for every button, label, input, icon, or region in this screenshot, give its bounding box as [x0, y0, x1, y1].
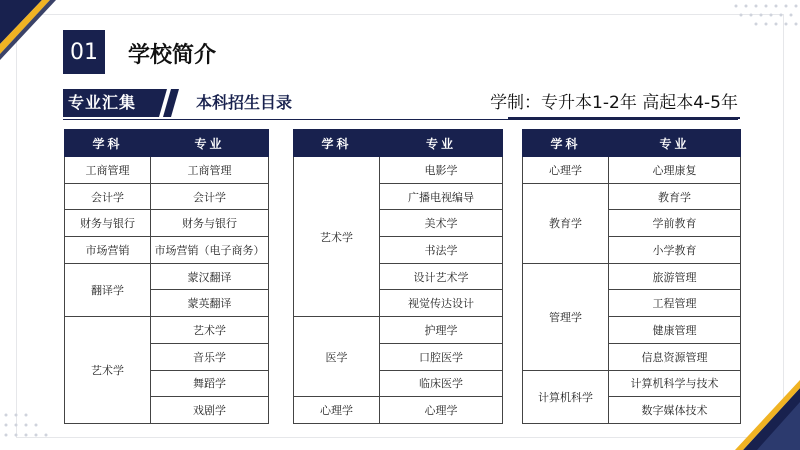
table-row	[523, 183, 741, 210]
table-row	[65, 210, 269, 237]
major-cell: 戏剧学	[151, 397, 269, 424]
major-cell: 会计学	[151, 183, 269, 210]
discipline-cell: 管理学	[523, 263, 609, 370]
table-row	[65, 263, 269, 290]
major-cell: 工商管理	[151, 157, 269, 184]
major-cell: 小学教育	[609, 237, 741, 264]
table-row	[523, 370, 741, 397]
major-cell: 书法学	[380, 237, 503, 264]
table-row	[294, 157, 503, 184]
discipline-cell: 市场营销	[65, 237, 151, 264]
major-cell: 广播电视编导	[380, 183, 503, 210]
major-cell: 蒙英翻译	[151, 290, 269, 317]
program-table-2	[293, 129, 503, 424]
table-row	[65, 183, 269, 210]
header-major: 专业	[380, 130, 503, 157]
header-divider	[63, 119, 738, 120]
table-row	[523, 157, 741, 184]
discipline-cell: 计算机科学	[523, 370, 609, 423]
discipline-cell: 财务与银行	[65, 210, 151, 237]
discipline-cell: 会计学	[65, 183, 151, 210]
major-cell: 视觉传达设计	[380, 290, 503, 317]
bottom-left-dots-decoration	[0, 405, 60, 450]
major-cell: 信息资源管理	[609, 343, 741, 370]
page-title: 学校简介	[128, 43, 217, 68]
header-major: 专业	[609, 130, 741, 157]
major-cell: 护理学	[380, 317, 503, 344]
header-major: 专业	[151, 130, 269, 157]
major-cell: 财务与银行	[151, 210, 269, 237]
program-table-1	[64, 129, 269, 424]
table-row	[65, 157, 269, 184]
duration-underline	[508, 117, 740, 119]
major-cell: 临床医学	[380, 370, 503, 397]
header-discipline: 学科	[523, 130, 609, 157]
program-table-3	[522, 129, 741, 424]
major-cell: 蒙汉翻译	[151, 263, 269, 290]
major-cell: 美术学	[380, 210, 503, 237]
table-row	[65, 237, 269, 264]
catalog-subtitle: 本科招生目录	[196, 93, 293, 112]
table-row	[294, 397, 503, 424]
major-cell: 心理康复	[609, 157, 741, 184]
discipline-cell: 艺术学	[294, 157, 380, 317]
major-cell: 舞蹈学	[151, 370, 269, 397]
major-cell: 心理学	[380, 397, 503, 424]
header-discipline: 学科	[65, 130, 151, 157]
major-cell: 市场营销（电子商务）	[151, 237, 269, 264]
discipline-cell: 工商管理	[65, 157, 151, 184]
major-cell: 旅游管理	[609, 263, 741, 290]
top-right-dots-decoration	[728, 0, 800, 40]
discipline-cell: 艺术学	[65, 317, 151, 424]
major-cell: 口腔医学	[380, 343, 503, 370]
major-cell: 设计艺术学	[380, 263, 503, 290]
study-duration: 学制：专升本1-2年 高起本4-5年	[490, 93, 738, 113]
major-cell: 艺术学	[151, 317, 269, 344]
banner-label: 专业汇集	[68, 93, 137, 112]
discipline-cell: 医学	[294, 317, 380, 397]
discipline-cell: 教育学	[523, 183, 609, 263]
major-cell: 音乐学	[151, 343, 269, 370]
major-cell: 数字媒体技术	[609, 397, 741, 424]
discipline-cell: 翻译学	[65, 263, 151, 316]
table-row	[523, 263, 741, 290]
major-cell: 学前教育	[609, 210, 741, 237]
table-row	[65, 317, 269, 344]
major-cell: 教育学	[609, 183, 741, 210]
bottom-right-corner-decoration	[735, 380, 800, 450]
discipline-cell: 心理学	[294, 397, 380, 424]
top-left-corner-decoration	[0, 0, 60, 60]
major-cell: 工程管理	[609, 290, 741, 317]
table-row	[294, 317, 503, 344]
section-number: 01	[63, 30, 105, 74]
header-discipline: 学科	[294, 130, 380, 157]
major-cell: 健康管理	[609, 317, 741, 344]
major-cell: 计算机科学与技术	[609, 370, 741, 397]
discipline-cell: 心理学	[523, 157, 609, 184]
major-cell: 电影学	[380, 157, 503, 184]
